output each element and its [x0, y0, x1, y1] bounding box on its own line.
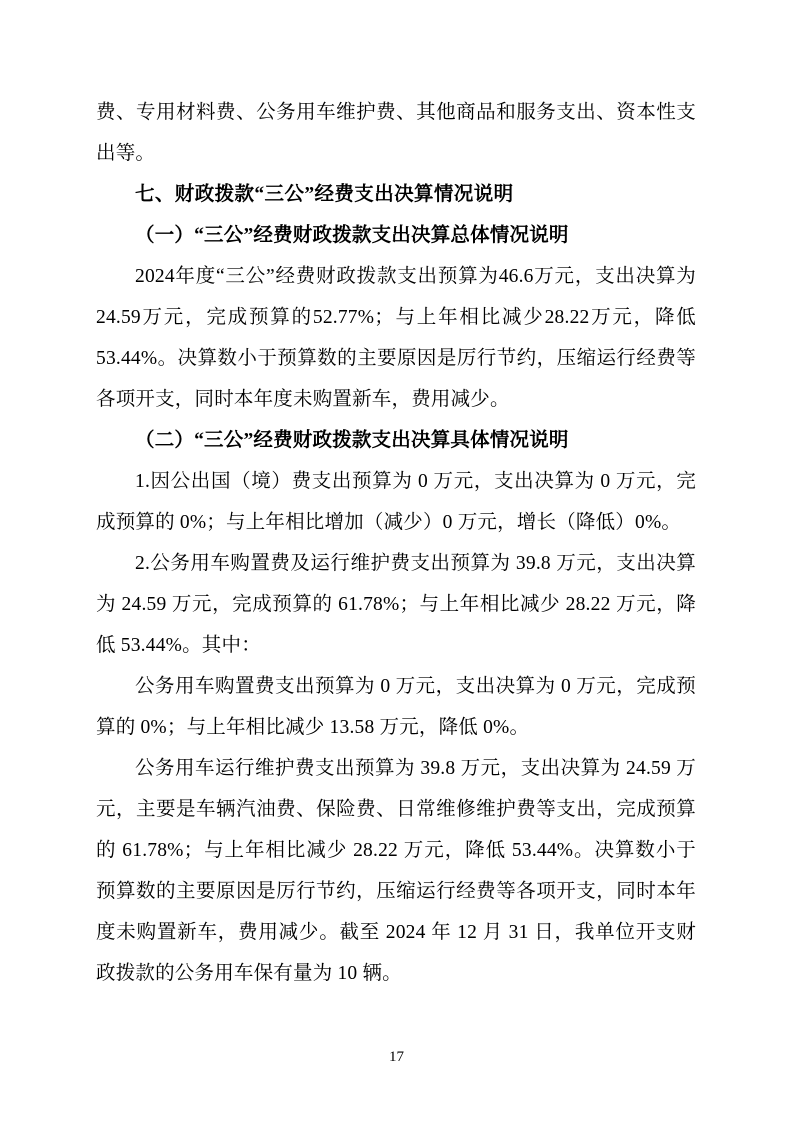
paragraph-item-1: 1.因公出国（境）费支出预算为 0 万元，支出决算为 0 万元，完成预算的 0%；与上年相比增加（减少）0 万元，增长（降低）0%。	[96, 471, 696, 533]
paragraph-item-2: 2.公务用车购置费及运行维护费支出预算为 39.8 万元，支出决算为 24.59 万元，完成预算的 61.78%；与上年相比减少 28.22 万元，降低 53.44%。其中：	[96, 553, 696, 656]
document-body	[96, 92, 696, 994]
paragraph-overall-detail: 2024年度“三公”经费财政拨款支出预算为46.6万元，支出决算为24.59万元，完成预算的52.77%；与上年相比减少28.22万元，降低53.44%。决算数小于预算数的主要原因是厉行节约，压缩运行经费等各项开支，同时本年度未购置新车，费用减少。	[96, 266, 696, 410]
paragraph-item-2-purchase: 公务用车购置费支出预算为 0 万元，支出决算为 0 万元，完成预算的 0%；与上年相比减少 13.58 万元，降低 0%。	[96, 676, 696, 738]
section-heading-seven: 七、财政拨款“三公”经费支出决算情况说明	[135, 184, 514, 205]
page-number: 17	[389, 1049, 404, 1065]
subsection-heading-two: （二）“三公”经费财政拨款支出决算具体情况说明	[135, 430, 569, 451]
subsection-heading-one: （一）“三公”经费财政拨款支出决算总体情况说明	[135, 225, 569, 246]
paragraph-continued-expenses: 费、专用材料费、公务用车维护费、其他商品和服务支出、资本性支出等。	[96, 102, 696, 164]
paragraph-item-2-maintenance: 公务用车运行维护费支出预算为 39.8 万元，支出决算为 24.59 万元，主要是车辆汽油费、保险费、日常维修维护费等支出，完成预算的 61.78%；与上年相比减少 28.22 万元，降低 53.44%。决算数小于预算数的主要原因是厉行节约，压缩运行经费等各项开支，同时本年度未购置新车，费用减少。截至 2024 年 12 月 31 日，我单位开支财政拨款的公务用车保有量为 10 辆。	[96, 758, 696, 984]
